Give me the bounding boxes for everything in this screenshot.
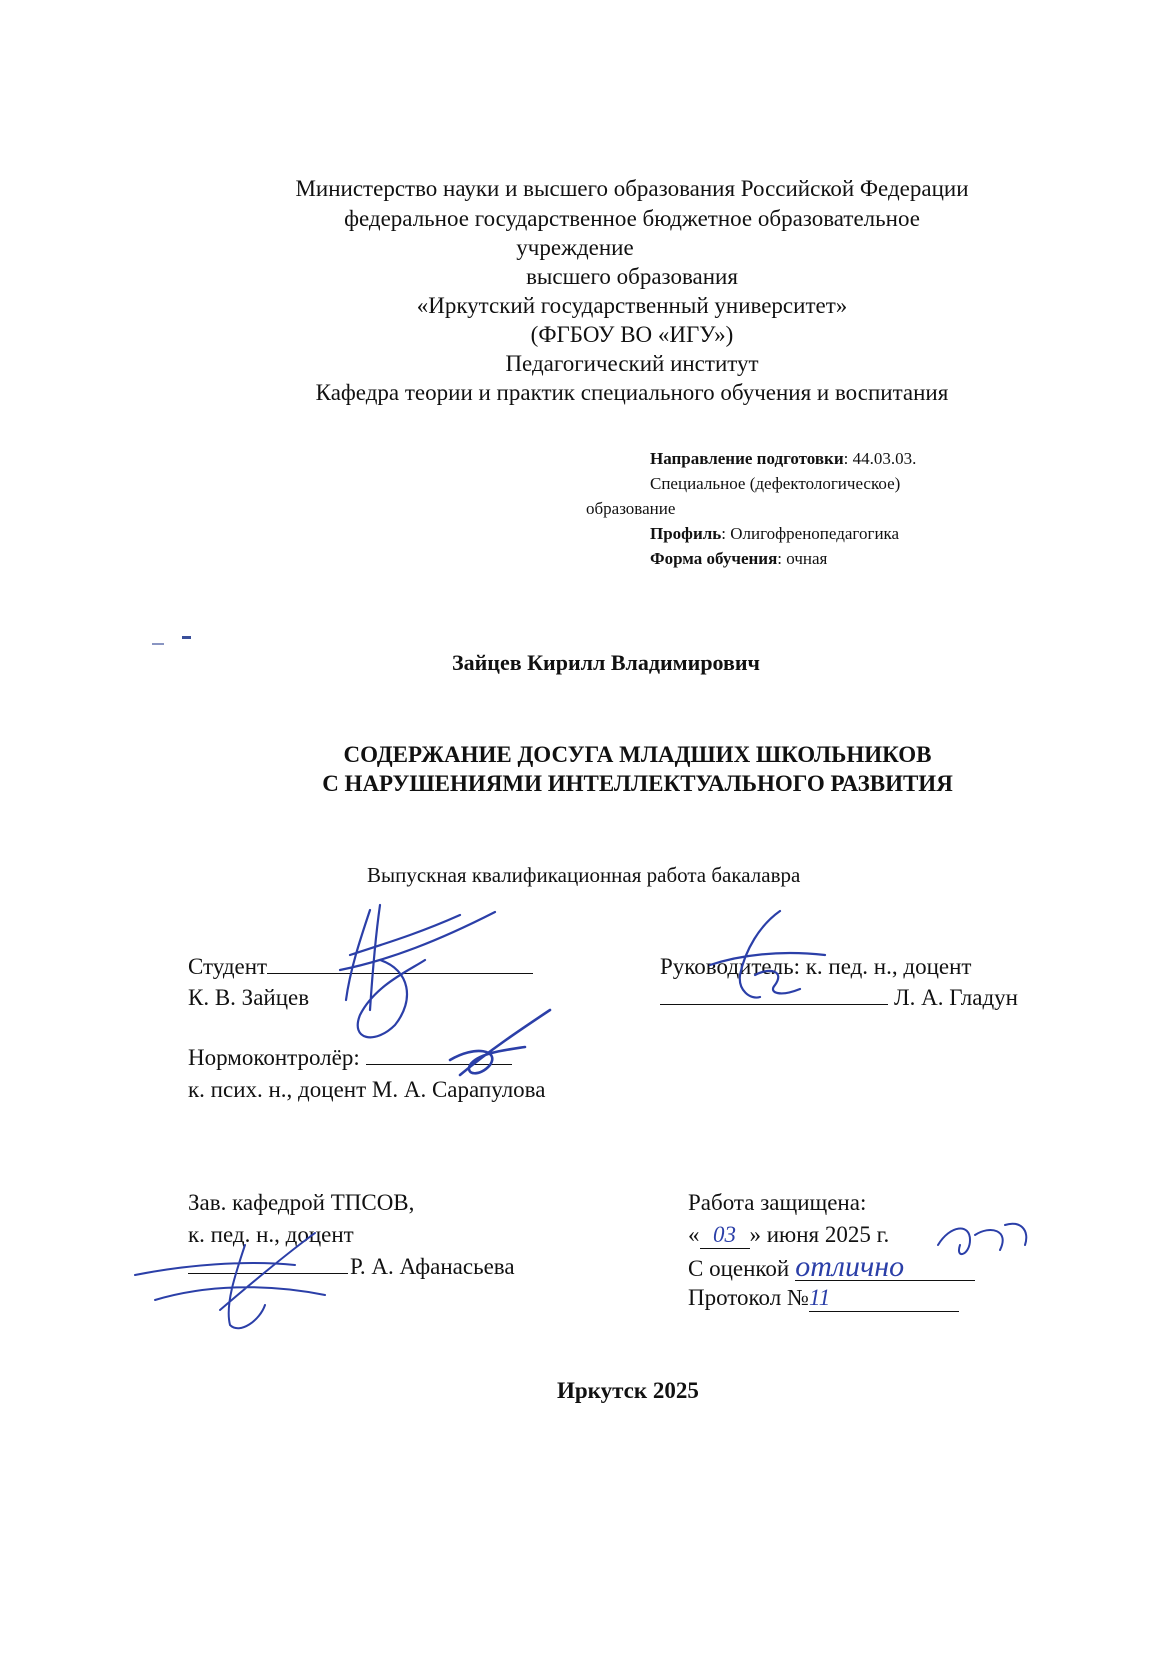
study-form-label: Форма обучения: [650, 549, 778, 568]
scan-mark-2: [152, 643, 164, 645]
education-level-line: высшего образования: [526, 264, 738, 289]
city-year: Иркутск 2025: [557, 1378, 699, 1403]
grade-label: С оценкой: [688, 1256, 790, 1281]
study-form-value: : очная: [777, 549, 828, 568]
supervisor-name: Л. А. Гладун: [894, 985, 1018, 1010]
ministry-line: Министерство науки и высшего образования Российской Федерации: [295, 176, 969, 201]
normcontrol-label: Нормоконтролёр:: [188, 1045, 360, 1070]
protocol-label: Протокол №: [688, 1285, 809, 1310]
defense-date-rest: » июня 2025 г.: [749, 1222, 890, 1247]
grade-value: отлично: [795, 1254, 975, 1281]
direction-line: [650, 449, 916, 469]
head-signature: [125, 1225, 355, 1335]
direction-label: Направление подготовки: [650, 449, 844, 468]
head-title-line-2: к. пед. н., доцент: [188, 1222, 354, 1247]
thesis-title-line-1: СОДЕРЖАНИЕ ДОСУГА МЛАДШИХ ШКОЛЬНИКОВ: [343, 742, 932, 767]
student-label: Студент: [188, 954, 268, 979]
study-form-line: [650, 549, 827, 569]
normcontrol-signature: [430, 1005, 560, 1085]
institution-type-line: федеральное государственное бюджетное образовательное: [344, 206, 920, 231]
defense-date-line: [688, 1222, 889, 1249]
protocol-line: [688, 1285, 959, 1312]
profile-label: Профиль: [650, 524, 722, 543]
normcontrol-name: к. псих. н., доцент М. А. Сарапулова: [188, 1077, 546, 1102]
direction-line-3: образование: [586, 499, 676, 518]
head-of-dept-paraph: [930, 1205, 1040, 1275]
university-abbr: (ФГБОУ ВО «ИГУ»): [530, 322, 734, 347]
thesis-title-line-2: С НАРУШЕНИЯМИ ИНТЕЛЛЕКТУАЛЬНОГО РАЗВИТИЯ: [322, 771, 953, 796]
institution-type-line-2: учреждение: [516, 235, 634, 260]
defense-status: Работа защищена:: [688, 1190, 867, 1215]
direction-line-2: Специальное (дефектологическое): [650, 474, 901, 493]
defense-date-open: «: [688, 1222, 700, 1247]
defense-day: 03: [700, 1222, 750, 1249]
supervisor-title: Руководитель: к. пед. н., доцент: [660, 954, 972, 979]
profile-line: [650, 524, 899, 544]
department-name: Кафедра теории и практик специального обучения и воспитания: [315, 380, 949, 405]
head-title-line-1: Зав. кафедрой ТПСОВ,: [188, 1190, 415, 1215]
work-type: Выпускная квалификационная работа бакалавра: [367, 863, 801, 887]
student-name: К. В. Зайцев: [188, 985, 310, 1010]
scan-mark: [182, 636, 191, 639]
head-name: Р. А. Афанасьева: [350, 1254, 515, 1279]
profile-value: : Олигофренопедагогика: [721, 524, 900, 543]
direction-value: : 44.03.03.: [843, 449, 917, 468]
author-name: Зайцев Кирилл Владимирович: [452, 650, 760, 675]
university-name: «Иркутский государственный университет»: [416, 293, 848, 318]
protocol-number: 11: [809, 1285, 959, 1312]
institute-name: Педагогический институт: [505, 351, 759, 376]
supervisor-signature: [700, 905, 840, 1015]
